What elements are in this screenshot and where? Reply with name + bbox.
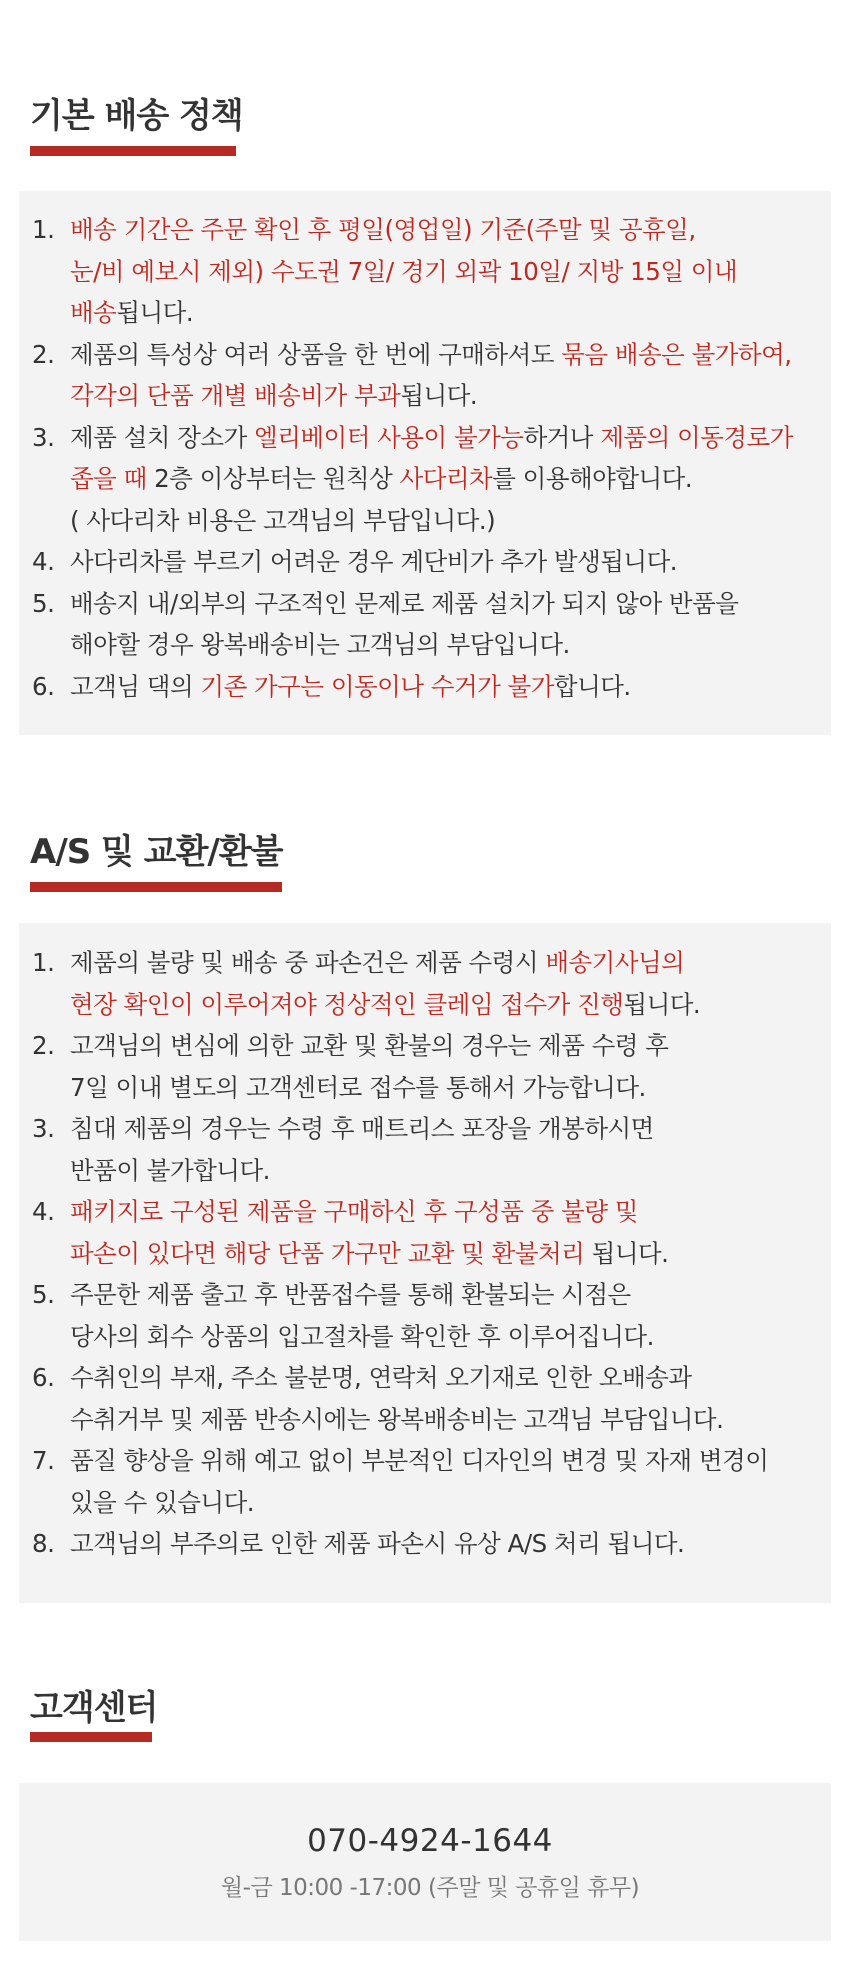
list-item-line: [70, 417, 832, 459]
list-item-number: 2.: [32, 1031, 55, 1060]
list-item: [32, 1025, 832, 1108]
list-item: [32, 209, 832, 334]
customer-center-box: [19, 1783, 831, 1941]
body-text: 해야할 경우 왕복배송비는 고객님의 부담입니다.: [70, 630, 570, 659]
shipping-policy-title: 기본 배송 정책: [30, 96, 243, 136]
body-text: 배송지 내/외부의 구조적인 문제로 제품 설치가 되지 않아 반품을: [70, 588, 739, 618]
list-item-line: [70, 458, 832, 500]
body-text: 됩니다.: [623, 989, 701, 1019]
list-item-number: 2.: [32, 339, 55, 369]
list-item-number: 1.: [32, 948, 55, 977]
list-item-line: [70, 375, 832, 417]
list-item: [32, 1357, 832, 1440]
highlight-text: 엘리베이터 사용이 불가능: [254, 422, 524, 452]
list-item: [32, 1274, 832, 1357]
highlight-text: 사다리차: [399, 464, 493, 493]
as-exchange-list: [32, 942, 832, 1565]
list-item-line: [70, 500, 832, 542]
body-text: 됩니다.: [584, 1238, 669, 1268]
body-text: 주문한 제품 출고 후 반품접수를 통해 환불되는 시점은: [70, 1280, 631, 1309]
highlight-text: 패키지로 구성된 제품을 구매하신 후 구성품 중 불량 및: [70, 1197, 638, 1226]
highlight-text: 좁을 때: [70, 464, 155, 493]
body-text: 제품의 특성상 여러 상품을 한 번에 구매하셔도: [70, 339, 562, 369]
list-item: [32, 666, 832, 708]
body-text: 사다리차를 부르기 어려운 경우 계단비가 추가 발생됩니다.: [70, 547, 678, 576]
list-item: [32, 417, 832, 542]
as-exchange-title: A/S 및 교환/환불: [30, 832, 283, 872]
list-item-line: [70, 1067, 832, 1109]
list-item-line: [70, 1523, 832, 1565]
body-text: ( 사다리차 비용은 고객님의 부담입니다.): [70, 505, 496, 535]
highlight-text: 눈/비 예보시 제외) 수도권 7일/ 경기 외곽 10일/ 지방 15일 이내: [70, 256, 738, 286]
list-item-line: [70, 942, 832, 984]
list-item-line: [70, 209, 832, 251]
as-exchange-underline: [30, 882, 282, 892]
list-item-line: [70, 1316, 832, 1358]
list-item-line: [70, 624, 832, 666]
body-text: 됩니다.: [116, 298, 194, 327]
list-item-number: 3.: [32, 422, 55, 452]
body-text: 2층 이상부터는 원칙상: [154, 464, 400, 493]
list-item-line: [70, 1357, 832, 1399]
list-item-line: [70, 984, 832, 1026]
list-item-number: 8.: [32, 1529, 55, 1558]
highlight-text: 파손이 있다면 해당 단품 가구만 교환 및 환불처리: [70, 1238, 585, 1268]
list-item-line: [70, 1108, 832, 1150]
highlight-text: 배송: [70, 298, 117, 327]
list-item-number: 4.: [32, 1197, 55, 1226]
highlight-text: 제품의 이동경로가: [600, 422, 793, 452]
customer-center-underline: [30, 1732, 152, 1742]
list-item: [32, 583, 832, 666]
list-item: [32, 1191, 832, 1274]
customer-center-phone: 070-4924-1644: [307, 1823, 553, 1859]
list-item-line: [70, 1233, 832, 1275]
body-text: 7일 이내 별도의 고객센터로 접수를 통해서 가능합니다.: [70, 1072, 646, 1102]
list-item-line: [70, 583, 832, 625]
body-text: 고객님의 부주의로 인한 제품 파손시 유상 A/S 처리 됩니다.: [70, 1529, 685, 1558]
body-text: 를 이용해야합니다.: [492, 464, 693, 493]
customer-center-hours: 월-금 10:00 -17:00 (주말 및 공휴일 휴무): [220, 1875, 640, 1901]
list-item-line: [70, 1399, 832, 1441]
list-item-line: [70, 1025, 832, 1067]
list-item-line: [70, 1440, 832, 1482]
body-text: 고객님의 변심에 의한 교환 및 환불의 경우는 제품 수령 후: [70, 1031, 669, 1060]
body-text: 품질 향상을 위해 예고 없이 부분적인 디자인의 변경 및 자재 변경이: [70, 1446, 769, 1475]
shipping-policy-underline: [30, 146, 236, 156]
list-item-number: 5.: [32, 1280, 55, 1309]
list-item-number: 6.: [32, 1363, 55, 1392]
list-item: [32, 1108, 832, 1191]
list-item-number: 1.: [32, 215, 55, 244]
list-item-line: [70, 1274, 832, 1316]
list-item-line: [70, 1191, 832, 1233]
body-text: 수취거부 및 제품 반송시에는 왕복배송비는 고객님 부담입니다.: [70, 1404, 724, 1434]
body-text: 제품의 불량 및 배송 중 파손건은 제품 수령시: [70, 948, 546, 977]
body-text: 고객님 댁의: [70, 671, 201, 701]
highlight-text: 기존 가구는 이동이나 수거가 불가: [200, 671, 554, 701]
shipping-policy-list: [32, 209, 832, 707]
customer-center-title: 고객센터: [30, 1688, 158, 1728]
body-text: 침대 제품의 경우는 수령 후 매트리스 포장을 개봉하시면: [70, 1114, 654, 1143]
list-item: [32, 1440, 832, 1523]
list-item-line: [70, 251, 832, 293]
list-item: [32, 334, 832, 417]
highlight-text: 배송기사님의: [545, 948, 685, 977]
list-item-line: [70, 1150, 832, 1192]
list-item-line: [70, 334, 832, 376]
list-item-line: [70, 1482, 832, 1524]
body-text: 제품 설치 장소가: [70, 422, 255, 452]
list-item: [32, 541, 832, 583]
list-item: [32, 1523, 832, 1565]
body-text: 있을 수 있습니다.: [70, 1487, 255, 1517]
highlight-text: 현장 확인이 이루어져야 정상적인 클레임 접수가 진행: [70, 989, 624, 1019]
body-text: 하거나: [523, 422, 601, 452]
body-text: 됩니다.: [400, 381, 478, 410]
list-item-number: 3.: [32, 1114, 55, 1143]
highlight-text: 각각의 단품 개별 배송비가 부과: [70, 381, 401, 410]
list-item-number: 5.: [32, 588, 55, 618]
body-text: 수취인의 부재, 주소 불분명, 연락처 오기재로 인한 오배송과: [70, 1363, 692, 1392]
list-item-line: [70, 666, 832, 708]
body-text: 당사의 회수 상품의 입고절차를 확인한 후 이루어집니다.: [70, 1321, 654, 1351]
list-item-number: 4.: [32, 547, 55, 576]
body-text: 반품이 불가합니다.: [70, 1155, 270, 1185]
list-item-number: 6.: [32, 671, 55, 701]
highlight-text: 배송 기간은 주문 확인 후 평일(영업일) 기준(주말 및 공휴일,: [70, 215, 696, 244]
list-item-number: 7.: [32, 1446, 55, 1475]
highlight-text: 묶음 배송은 불가하여,: [561, 339, 792, 369]
list-item-line: [70, 292, 832, 334]
list-item: [32, 942, 832, 1025]
body-text: 합니다.: [553, 671, 631, 701]
list-item-line: [70, 541, 832, 583]
